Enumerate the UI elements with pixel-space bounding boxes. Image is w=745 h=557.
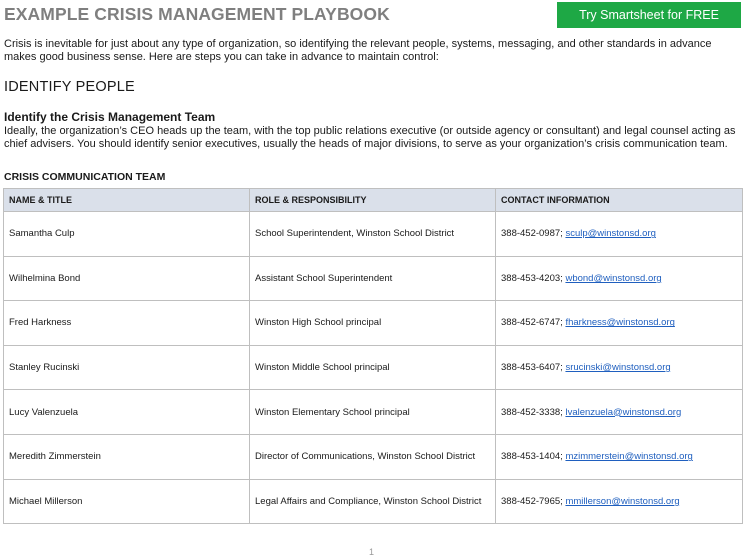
email-link[interactable]: lvalenzuela@winstonsd.org	[565, 406, 682, 418]
table-row	[4, 390, 743, 435]
cell-role: School Superintendent, Winston School District	[250, 212, 496, 257]
cell-role: Winston High School principal	[250, 301, 496, 346]
cell-name: Wilhelmina Bond	[4, 256, 250, 301]
cell-phone: 388-452-0987;	[501, 228, 563, 240]
crisis-team-table	[3, 188, 743, 524]
cell-contact	[496, 256, 743, 301]
cell-name: Michael Millerson	[4, 479, 250, 524]
page-title: EXAMPLE CRISIS MANAGEMENT PLAYBOOK	[4, 4, 390, 24]
email-link[interactable]: fharkness@winstonsd.org	[565, 317, 675, 329]
cell-name: Lucy Valenzuela	[4, 390, 250, 435]
table-row	[4, 256, 743, 301]
cell-name: Meredith Zimmerstein	[4, 434, 250, 479]
cell-name: Stanley Rucinski	[4, 345, 250, 390]
cell-phone: 388-452-3338;	[501, 406, 563, 418]
email-link[interactable]: mzimmerstein@winstonsd.org	[565, 451, 693, 463]
cell-phone: 388-453-1404;	[501, 451, 563, 463]
try-smartsheet-button[interactable]: Try Smartsheet for FREE	[557, 2, 741, 28]
intro-paragraph: Crisis is inevitable for just about any type of organization, so identifying the relevant people, systems, messaging, and other standards in advance makes good business sense. Here are steps you can take in advance to maintain control:	[4, 38, 712, 63]
cell-contact	[496, 212, 743, 257]
header-role-responsibility: ROLE & RESPONSIBILITY	[250, 189, 496, 212]
cell-contact	[496, 345, 743, 390]
cell-name: Fred Harkness	[4, 301, 250, 346]
table-row	[4, 434, 743, 479]
cell-role: Winston Middle School principal	[250, 345, 496, 390]
email-link[interactable]: sculp@winstonsd.org	[565, 228, 656, 240]
table-header-row	[4, 189, 743, 212]
header-contact-information: CONTACT INFORMATION	[496, 189, 743, 212]
table-row	[4, 301, 743, 346]
cell-role: Director of Communications, Winston School District	[250, 434, 496, 479]
cell-name: Samantha Culp	[4, 212, 250, 257]
cell-role: Legal Affairs and Compliance, Winston School District	[250, 479, 496, 524]
cell-role: Winston Elementary School principal	[250, 390, 496, 435]
cell-contact	[496, 301, 743, 346]
cell-role: Assistant School Superintendent	[250, 256, 496, 301]
section-heading: IDENTIFY PEOPLE	[4, 79, 135, 95]
email-link[interactable]: wbond@winstonsd.org	[565, 272, 662, 284]
cell-phone: 388-453-4203;	[501, 272, 563, 284]
email-link[interactable]: mmillerson@winstonsd.org	[565, 495, 680, 507]
table-row	[4, 212, 743, 257]
cell-phone: 388-452-7965;	[501, 495, 563, 507]
cell-contact	[496, 390, 743, 435]
table-row	[4, 345, 743, 390]
section-body: Ideally, the organization’s CEO heads up the team, with the top public relations executive (or outside agency or consultant) and legal counsel acting as chief advisers. You should identify senior executives, usually the heads of major divisions, to serve as your organization’s crisis communication team.	[4, 125, 736, 150]
cell-phone: 388-452-6747;	[501, 317, 563, 329]
table-row	[4, 479, 743, 524]
header-name-title: NAME & TITLE	[4, 189, 250, 212]
cell-phone: 388-453-6407;	[501, 362, 563, 374]
sub-heading: Identify the Crisis Management Team	[4, 110, 216, 124]
email-link[interactable]: srucinski@winstonsd.org	[565, 362, 671, 374]
page-number: 1	[369, 547, 375, 557]
cell-contact	[496, 434, 743, 479]
table-title: CRISIS COMMUNICATION TEAM	[4, 171, 166, 183]
cell-contact	[496, 479, 743, 524]
